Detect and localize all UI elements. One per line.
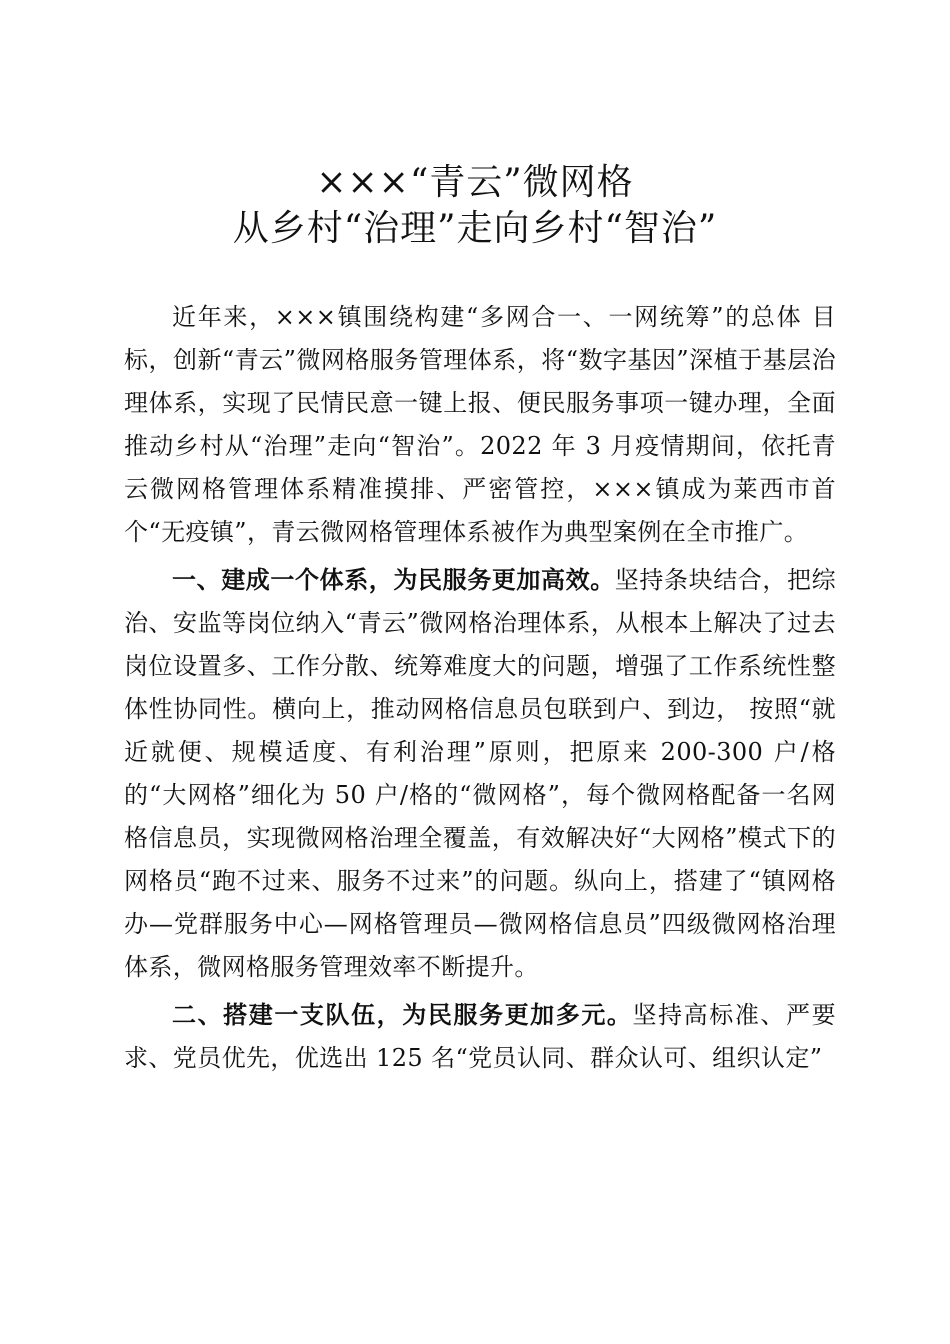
title-line-2: 从乡村“治理”走向乡村“智治” <box>232 208 718 249</box>
document-body <box>124 296 836 1080</box>
paragraph-section-2 <box>124 994 836 1080</box>
section-heading: 一、建成一个体系，为民服务更加高效。 <box>172 566 615 594</box>
title-line-1: ×××“青云”微网格 <box>316 162 634 203</box>
document-title <box>0 160 950 252</box>
paragraph-text: 坚持高标准、严要求、党员优先，优选出 125 名“党员认同、群众认可、组织认定” <box>124 1001 837 1072</box>
section-heading: 二、搭建一支队伍，为民服务更加多元。 <box>172 1001 633 1029</box>
paragraph-text: 坚持条块结合，把综治、安监等岗位纳入“青云”微网格治理体系，从根本上解决了过去岗位设置多、工作分散、统筹难度大的问题，增强了工作系统性整体性协同性。横向上，推动网格信息员包联到户、到边， 按照“就近就便、规模适度、有利治理”原则，把原来 200-300 户/格的“大网格”细化为 50 户/格的“微网格”，每个微网格配备一名网格信息员，实现微网格治理全覆盖，有效解决好“大网格”模式下的网格员“跑不过来、服务不过来”的问题。纵向上，搭建了“镇网格办—党群服务中心—网格管理员—微网格信息员”四级微网格治理体系，微网格服务管理效率不断提升。 <box>124 566 836 981</box>
paragraph-text: 近年来，×××镇围绕构建“多网合一、一网统筹”的总体 目标，创新“青云”微网格服务管理体系，将“数字基因”深植于基层治理体系，实现了民情民意一键上报、便民服务事项一键办理，全面推动乡村从“治理”走向“智治”。2022 年 3 月疫情期间，依托青云微网格管理体系精准摸排、严密管控，×××镇成为莱西市首个“无疫镇”，青云微网格管理体系被作为典型案例在全市推广。 <box>124 303 836 546</box>
paragraph-section-1 <box>124 559 836 989</box>
paragraph-intro <box>124 296 836 554</box>
